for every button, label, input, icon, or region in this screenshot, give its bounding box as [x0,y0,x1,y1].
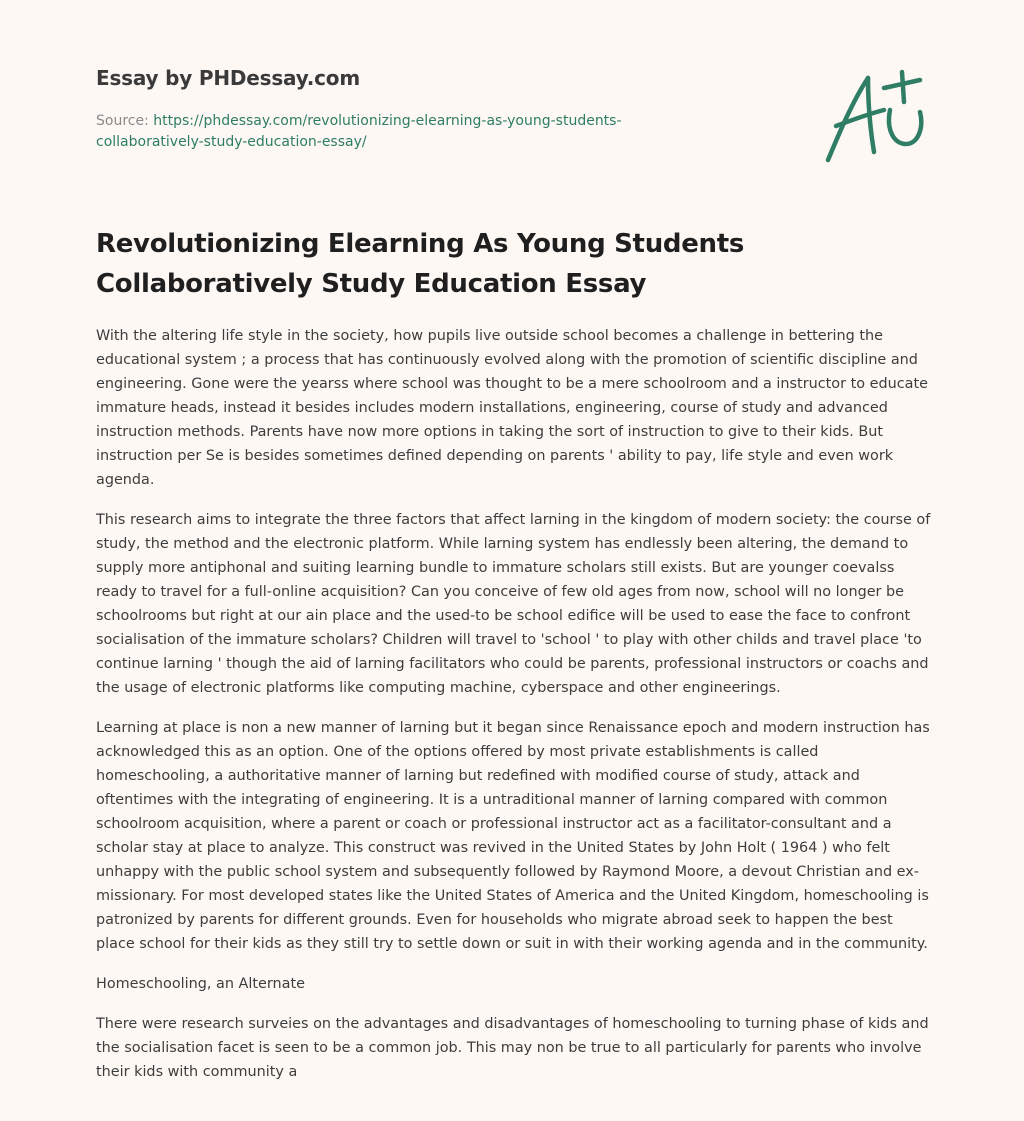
essay-body [96,324,932,1100]
a-plus-grade-icon [824,68,928,168]
source-label: Source: [96,113,154,129]
paragraph: With the altering life style in the society, how pupils live outside school becomes a challenge in bettering the educational system ; a process that has continuously evolved along with the promotion of scientific discipline and engineering. Gone were the yearss where school was thought to be a mere schoolroom and a instructor to educate immature heads, instead it besides includes modern installations, engineering, course of study and advanced instruction methods. Parents have now more options in taking the sort of instruction to give to their kids. But instruction per Se is besides sometimes defined depending on parents ' ability to pay, life style and even work agenda. [96,328,928,488]
source-link[interactable]: https://phdessay.com/revolutionizing-elearning-as-young-students-collaboratively-study-education-essay/ [96,113,622,150]
source-line [96,111,696,153]
site-brand: Essay by PHDessay.com [96,66,360,90]
essay-title: Revolutionizing Elearning As Young Students Collaboratively Study Education Essay [96,229,745,299]
paragraph: Learning at place is non a new manner of larning but it began since Renaissance epoch and modern instruction has acknowledged this as an option. One of the options offered by most private establishments is called homeschooling, a authoritative manner of larning but redefined with modified course of study, attack and oftentimes with the integrating of engineering. It is a untraditional manner of larning compared with common schoolroom acquisition, where a parent or coach or professional instructor act as a facilitator-consultant and a scholar stay at place to analyze. This construct was revived in the United States by John Holt ( 1964 ) who felt unhappy with the public school system and subsequently followed by Raymond Moore, a devout Christian and ex-missionary. For most developed states like the United States of America and the United Kingdom, homeschooling is patronized by parents for different grounds. Even for households who migrate abroad seek to happen the best place school for their kids as they still try to settle down or suit in with their working agenda and in the community. [96,720,930,952]
section-heading: Homeschooling, an Alternate [96,976,305,992]
paragraph: There were research surveies on the advantages and disadvantages of homeschooling to turning phase of kids and the socialisation facet is seen to be a common job. This may non be true to all particularly for parents who involve their kids with community a [96,1016,929,1080]
paragraph: This research aims to integrate the three factors that affect larning in the kingdom of modern society: the course of study, the method and the electronic platform. While larning system has endlessly been altering, the demand to supply more antiphonal and suiting learning bundle to immature scholars still exists. But are younger coevalss ready to travel for a full-online acquisition? Can you conceive of few old ages from now, school will no longer be schoolrooms but right at our ain place and the used-to be school edifice will be used to ease the face to confront socialisation of the immature scholars? Children will travel to 'school ' to play with other childs and travel place 'to continue larning ' though the aid of larning facilitators who could be parents, professional instructors or coachs and the usage of electronic platforms like computing machine, cyberspace and other engineerings. [96,512,931,696]
